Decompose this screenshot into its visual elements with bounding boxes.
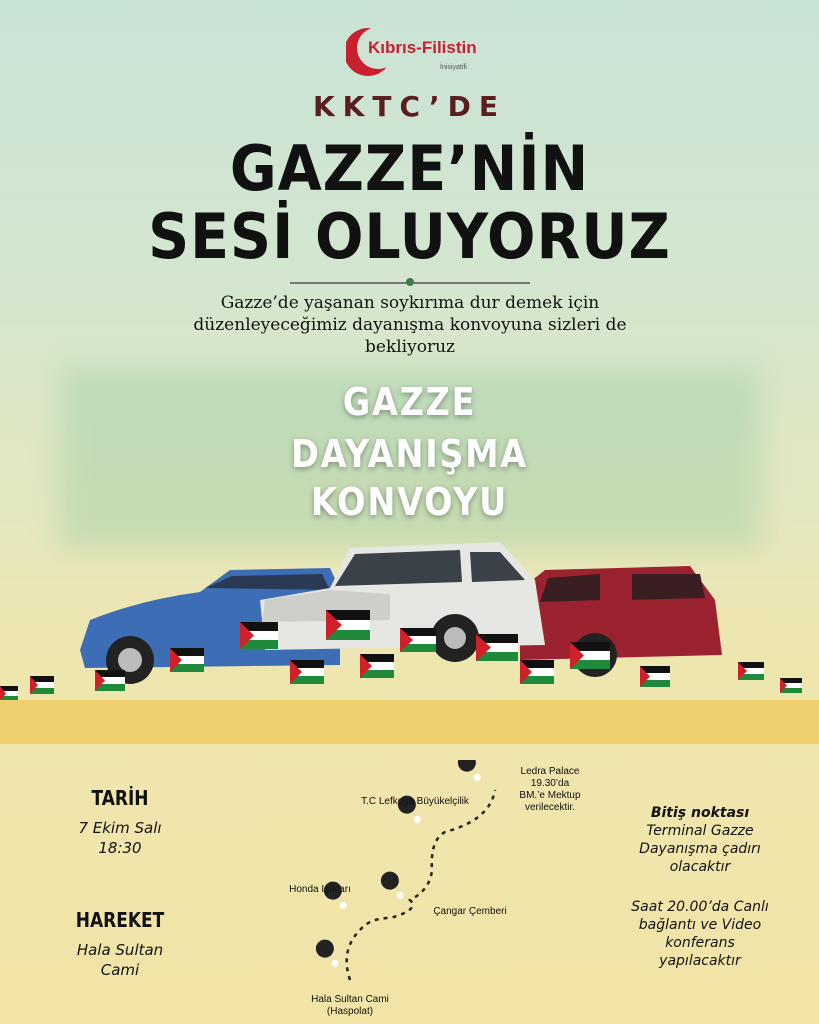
date-title: TARİH	[91, 786, 149, 810]
event-title-line-3: KONVOYU	[310, 480, 509, 524]
pin-icon	[377, 868, 416, 913]
cangar-label: Çangar Çemberi	[433, 906, 507, 917]
honda-label: Honda Işıkları	[289, 884, 351, 895]
ledra-label-3: BM.’e Mektup	[519, 790, 581, 801]
logo-name: Kıbrıs-Filistin	[368, 38, 477, 57]
sand-strip	[0, 700, 819, 744]
departure-title: HAREKET	[75, 908, 165, 932]
live-note-line-4: yapılacaktır	[659, 953, 741, 969]
departure-line-2: Cami	[100, 961, 140, 979]
pin-icon	[454, 760, 493, 795]
convoy-cars-illustration	[0, 530, 819, 710]
live-note-line-1: Saat 20.00’da Canlı	[631, 899, 769, 915]
pin-icon	[312, 936, 351, 981]
kicker-title: KKTC’DE	[312, 90, 507, 123]
divider-dot	[406, 278, 414, 286]
haspolat-label: (Haspolat)	[326, 1006, 374, 1017]
headline-line-1: GAZZE’NİN	[229, 132, 590, 205]
date-line-1: 7 Ekim Salı	[78, 819, 162, 837]
embassy-label: T.C Lefkoşa Büyükelçilik	[361, 796, 469, 807]
date-line-2: 18:30	[98, 839, 142, 857]
ledra-label-2: 19.30’da	[530, 778, 570, 789]
event-title-line-2: DAYANIŞMA	[291, 432, 528, 476]
end-point-title: Bitiş noktası	[650, 805, 750, 821]
end-point-line-2: Dayanışma çadırı	[639, 841, 761, 857]
live-note-line-2: bağlantı ve Video	[638, 917, 762, 933]
event-title-line-1: GAZZE	[342, 380, 477, 424]
hala-sultan-label: Hala Sultan Cami	[311, 994, 389, 1005]
live-note-line-3: konferans	[665, 935, 735, 951]
end-point-line-1: Terminal Gazze	[646, 823, 754, 839]
logo-subtitle: İnisiyatifi	[440, 64, 467, 71]
end-point-line-3: olacaktır	[669, 859, 731, 875]
ledra-label-1: Ledra Palace	[520, 766, 580, 777]
headline-line-2: SESİ OLUYORUZ	[148, 200, 671, 273]
ledra-label-4: verilecektir.	[524, 802, 575, 813]
subtitle: Gazze’de yaşanan soykırıma dur demek için düzenleyeceğimiz dayanışma konvoyuna sizleri de bekliyoruz	[193, 293, 627, 357]
departure-line-1: Hala Sultan	[76, 941, 164, 959]
